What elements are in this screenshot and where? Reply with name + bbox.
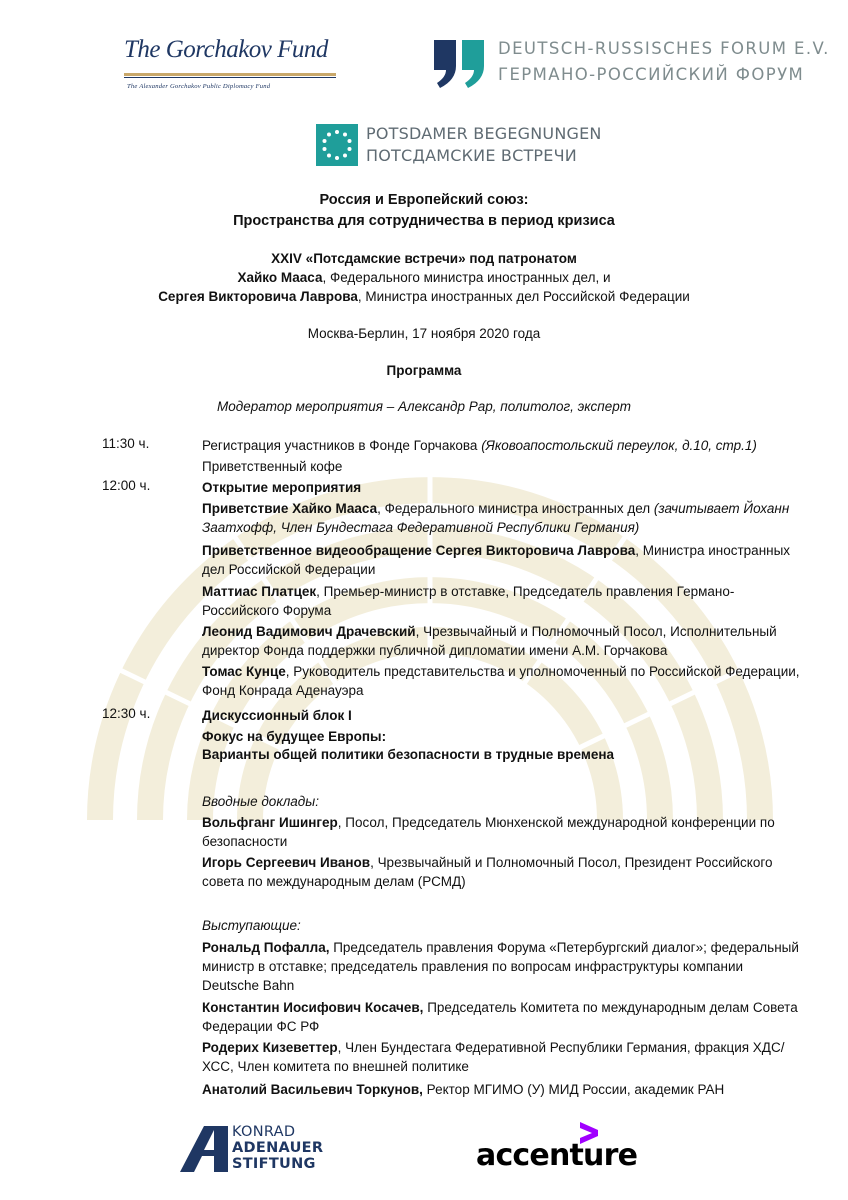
focus-line-2: Варианты общей политики безопасности в трудные времена bbox=[202, 747, 615, 762]
stars-circle-icon bbox=[316, 124, 358, 166]
kas-triangle-icon bbox=[180, 1126, 228, 1172]
gorchakov-logo-rule bbox=[124, 72, 336, 80]
greeting-maas-note: (зачитывает Йоханн Заатхофф, Член Бундестага Федеративной Республики Германия) bbox=[202, 501, 790, 535]
torkunov-name: Анатолий Васильевич Торкунов, bbox=[202, 1082, 423, 1097]
patronage-maas bbox=[0, 270, 848, 285]
title-line-1: Россия и Европейский союз: bbox=[319, 192, 529, 208]
accenture-wordmark: accenture bbox=[476, 1138, 638, 1173]
kiesewetter-entry bbox=[202, 1038, 802, 1076]
drachevsky-role: , Чрезвычайный и Полномочный Посол, Исполнительный директор Фонда поддержки публичной дипломатии имени А.М. Горчакова bbox=[202, 624, 777, 658]
ivanov-name: Игорь Сергеевич Иванов bbox=[202, 855, 371, 870]
drf-logo-german: DEUTSCH-RUSSISCHES FORUM E.V. bbox=[498, 39, 830, 58]
potsdam-logo-german: POTSDAMER BEGEGNUNGEN bbox=[366, 124, 602, 143]
platzeck-name: Маттиас Платцек bbox=[202, 584, 317, 599]
intro-reports-label: Вводные доклады: bbox=[202, 794, 319, 809]
time-1200: 12:00 ч. bbox=[102, 478, 151, 493]
platzeck-entry bbox=[202, 582, 802, 620]
gorchakov-logo-subtitle: The Alexander Gorchakov Public Diplomacy Fund bbox=[127, 83, 271, 90]
kosachev-entry bbox=[202, 998, 802, 1036]
gorchakov-logo-title: The Gorchakov Fund bbox=[124, 36, 328, 63]
registration-entry bbox=[202, 436, 802, 455]
patronage-lavrov bbox=[0, 289, 848, 304]
kosachev-name: Константин Иосифович Косачев, bbox=[202, 1000, 424, 1015]
greeting-maas-name: Приветствие Хайко Мааса bbox=[202, 501, 378, 516]
discussion-block-heading: Дискуссионный блок I bbox=[202, 708, 352, 723]
potsdamer-begegnungen-logo bbox=[316, 124, 602, 170]
coffee-entry: Приветственный кофе bbox=[202, 459, 343, 474]
ivanov-role: , Чрезвычайный и Полномочный Посол, Президент Российского совета по международным делам (РСМД) bbox=[202, 855, 773, 889]
gorchakov-fund-logo bbox=[124, 36, 338, 98]
drachevsky-name: Леонид Вадимович Драчевский bbox=[202, 624, 416, 639]
torkunov-role: Ректор МГИМО (У) МИД России, академик РАН bbox=[422, 1082, 725, 1097]
kas-line-1: KONRAD bbox=[232, 1124, 296, 1140]
program-heading: Программа bbox=[386, 363, 462, 378]
kunze-name: Томас Кунце bbox=[202, 664, 286, 679]
video-lavrov-entry bbox=[202, 541, 802, 579]
title-line-2: Пространства для сотрудничества в период кризиса bbox=[233, 213, 615, 229]
maas-role: , Федерального министра иностранных дел, и bbox=[322, 270, 611, 285]
kunze-role: , Руководитель представительства и уполномоченный по Российской Федерации, Фонд Конрада Аденауэра bbox=[202, 664, 800, 698]
ivanov-entry bbox=[202, 853, 802, 891]
potsdam-logo-russian: ПОТСДАМСКИЕ ВСТРЕЧИ bbox=[366, 146, 577, 165]
pofalla-role: Председатель правления Форума «Петербургский диалог»; федеральный министр в отставке; председатель правления по вопросам инфраструктуры компании Deutsche Bahn bbox=[202, 940, 799, 993]
time-1130: 11:30 ч. bbox=[102, 436, 150, 451]
drf-logo-russian: ГЕРМАНО-РОССИЙСКИЙ ФОРУМ bbox=[498, 65, 805, 84]
kiesewetter-name: Родерих Кизеветтер bbox=[202, 1040, 338, 1055]
kas-line-2: ADENAUER bbox=[232, 1140, 324, 1156]
video-lavrov-name: Приветственное видеообращение Сергея Викторовича Лаврова bbox=[202, 543, 636, 558]
lavrov-name: Сергея Викторовича Лаврова bbox=[158, 289, 358, 304]
torkunov-entry bbox=[202, 1080, 802, 1099]
registration-address: (Яковоапостольский переулок, д.10, стр.1) bbox=[481, 438, 757, 453]
patronage-line-1: XXIV «Потсдамские встречи» под патронатом bbox=[271, 251, 577, 266]
video-lavrov-role: , Министра иностранных дел Российской Федерации bbox=[202, 543, 791, 577]
ischinger-role: , Посол, Председатель Мюнхенской международной конференции по безопасности bbox=[202, 815, 775, 849]
drf-logo bbox=[432, 38, 830, 90]
greeting-maas-entry bbox=[202, 499, 802, 537]
kas-line-3: STIFTUNG bbox=[232, 1156, 316, 1172]
kunze-entry bbox=[202, 662, 802, 700]
quote-mark-icon bbox=[432, 38, 488, 90]
konrad-adenauer-stiftung-logo bbox=[180, 1124, 360, 1176]
opening-heading: Открытие мероприятия bbox=[202, 480, 362, 495]
drachevsky-entry bbox=[202, 622, 802, 660]
platzeck-role: , Премьер-министр в отставке, Председатель правления Германо-Российского Форума bbox=[202, 584, 735, 618]
ischinger-entry bbox=[202, 813, 802, 851]
greeting-maas-role: , Федерального министра иностранных дел bbox=[377, 501, 654, 516]
place-date: Москва-Берлин, 17 ноября 2020 года bbox=[307, 326, 541, 341]
kiesewetter-role: , Член Бундестага Федеративной Республики Германия, фракция ХДС/ХСС, Член комитета по внешней политике bbox=[202, 1040, 785, 1074]
kosachev-role: Председатель Комитета по международным делам Совета Федерации ФС РФ bbox=[202, 1000, 798, 1034]
accenture-logo bbox=[476, 1118, 666, 1178]
time-1230: 12:30 ч. bbox=[102, 706, 151, 721]
registration-text: Регистрация участников в Фонде Горчакова bbox=[202, 438, 482, 453]
pofalla-entry bbox=[202, 938, 802, 995]
maas-name: Хайко Мааса bbox=[237, 270, 323, 285]
speakers-label: Выступающие: bbox=[202, 918, 301, 933]
pofalla-name: Рональд Пофалла, bbox=[202, 940, 330, 955]
focus-line-1: Фокус на будущее Европы: bbox=[202, 729, 387, 744]
lavrov-role: , Министра иностранных дел Российской Федерации bbox=[357, 289, 690, 304]
ischinger-name: Вольфганг Ишингер bbox=[202, 815, 338, 830]
moderator-line: Модератор мероприятия – Александр Рар, политолог, эксперт bbox=[217, 399, 631, 414]
